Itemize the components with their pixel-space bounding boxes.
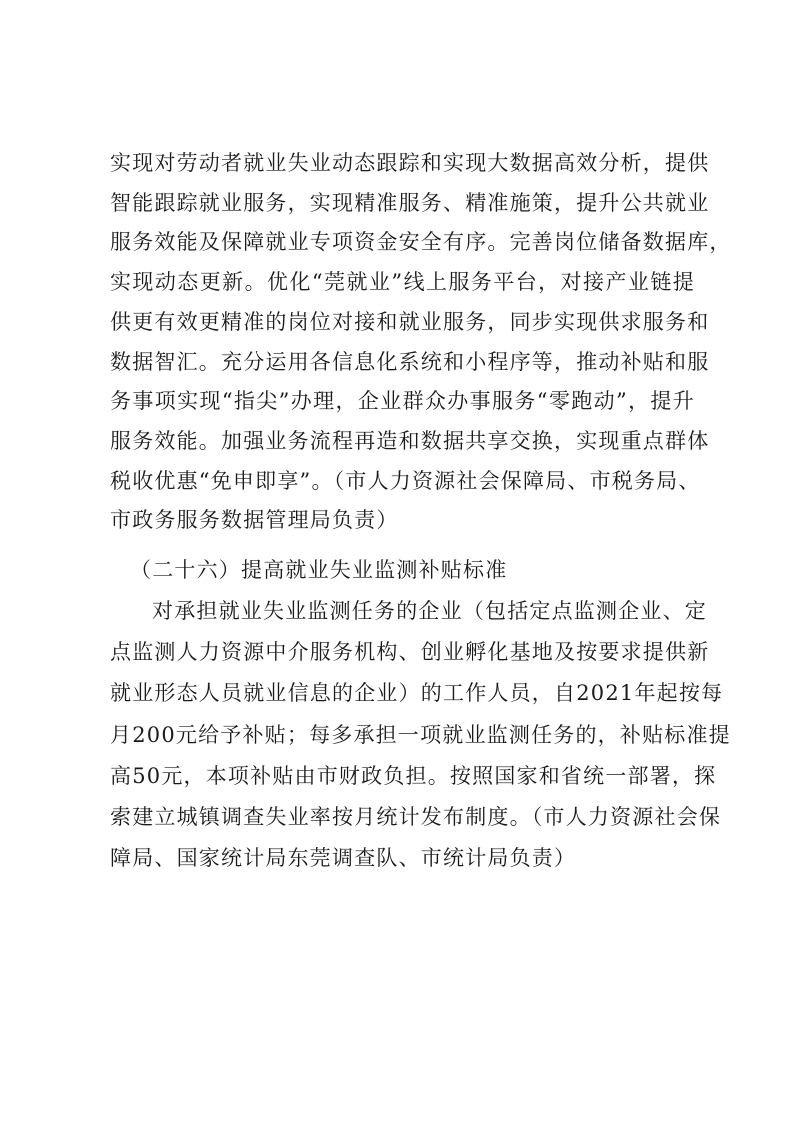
paragraph-line: 服务效能及保障就业专项资金安全有序。完善岗位储备数据库， bbox=[110, 230, 732, 254]
paragraph-line: 实现对劳动者就业失业动态跟踪和实现大数据高效分析，提供 bbox=[110, 151, 710, 175]
paragraph-line: 月200元给予补贴；每多承担一项就业监测任务的，补贴标准提 bbox=[110, 723, 731, 747]
paragraph-line: 服务效能。加强业务流程再造和数据共享交换，实现重点群体 bbox=[110, 429, 710, 453]
paragraph-line: 高50元，本项补贴由市财政负担。按照国家和省统一部署，探 bbox=[110, 764, 717, 788]
paragraph-line: 数据智汇。充分运用各信息化系统和小程序等，推动补贴和服 bbox=[110, 350, 710, 374]
paragraph-line: 索建立城镇调查失业率按月统计发布制度。（市人力资源社会保 bbox=[110, 805, 722, 829]
paragraph-line: 务事项实现“指尖”办理，企业群众办事服务“零跑动”，提升 bbox=[110, 389, 695, 413]
paragraph-line: 障局、国家统计局东莞调查队、市统计局负责） bbox=[110, 846, 577, 870]
subheading-26: （二十六）提高就业失业监测补贴标准 bbox=[130, 558, 508, 582]
paragraph-line: 就业形态人员就业信息的企业）的工作人员，自2021年起按每 bbox=[110, 681, 724, 705]
paragraph-line: 供更有效更精准的岗位对接和就业服务，同步实现供求服务和 bbox=[110, 310, 710, 334]
paragraph-line: 税收优惠“免申即享”。（市人力资源社会保障局、市税务局、 bbox=[110, 469, 701, 493]
paragraph-line: 点监测人力资源中介服务机构、创业孵化基地及按要求提供新 bbox=[110, 640, 710, 664]
paragraph-line: 智能跟踪就业服务，实现精准服务、精准施策，提升公共就业 bbox=[110, 191, 710, 215]
paragraph-line: 对承担就业失业监测任务的企业（包括定点监测企业、定 bbox=[152, 599, 707, 623]
paragraph-line: 实现动态更新。优化“莞就业”线上服务平台，对接产业链提 bbox=[110, 270, 695, 294]
paragraph-line: 市政务服务数据管理局负责） bbox=[110, 508, 399, 532]
